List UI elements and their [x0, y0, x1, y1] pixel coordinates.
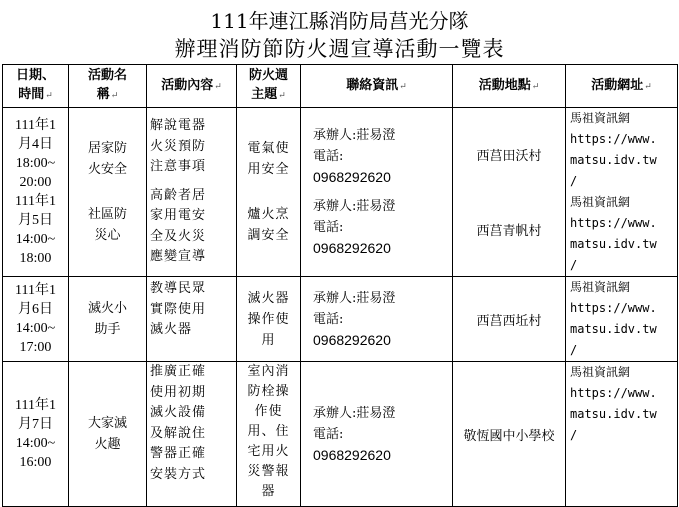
activity-cell: 大家滅 火趣 [69, 362, 147, 507]
date-cell: 111年1 月6日 14:00~ 17:00 [3, 277, 69, 362]
document-title-line1: 111年連江縣消防局莒光分隊 [210, 9, 469, 33]
header-date: 日期、 時間↵ [3, 65, 69, 108]
location-cell: 西莒西坵村 [453, 277, 566, 362]
header-location: 活動地點↵ [453, 65, 566, 108]
website-cell: 馬祖資訊網 https://www. matsu.idv.tw / 馬祖資訊網 https://www. matsu.idv.tw / [566, 108, 678, 277]
header-contact: 聯絡資訊↵ [301, 65, 453, 108]
location-cell: 西莒田沃村 西莒青帆村 [453, 108, 566, 277]
date-cell: 111年1 月4日 18:00~ 20:00 111年1 月5日 14:00~ 18:00 [3, 108, 69, 277]
content-cell: 教導民眾 實際使用 滅火器 [147, 277, 237, 362]
content-cell: 推廣正確 使用初期 滅火設備 及解說住 警器正確 安裝方式 [147, 362, 237, 507]
topic-cell: 滅火器 操作使 用 [237, 277, 301, 362]
table-row [3, 277, 678, 362]
contact-cell: 承辦人:莊易澄 電話: 0968292620 [301, 277, 453, 362]
header-content: 活動內容↵ [147, 65, 237, 108]
table-row [3, 108, 678, 277]
header-topic: 防火週 主題↵ [237, 65, 301, 108]
activity-cell: 滅火小 助手 [69, 277, 147, 362]
table-header-row [3, 65, 678, 108]
contact-cell: 承辦人:莊易澄 電話: 0968292620 [301, 362, 453, 507]
activity-cell: 居家防 火安全 社區防 災心 [69, 108, 147, 277]
document-title-line2: 辦理消防節防火週宣導活動一覽表 [174, 37, 505, 61]
header-website: 活動網址↵ [566, 65, 678, 108]
topic-cell: 電氣使 用安全 爐火烹 調安全 [237, 108, 301, 277]
table-row [3, 362, 678, 507]
topic-cell: 室內消 防栓操 作使 用、住 宅用火 災警報 器 [237, 362, 301, 507]
location-cell: 敬恆國中小學校 [453, 362, 566, 507]
header-activity: 活動名 稱↵ [69, 65, 147, 108]
website-cell: 馬祖資訊網 https://www. matsu.idv.tw / [566, 362, 678, 507]
contact-cell: 承辦人:莊易澄 電話: 0968292620 承辦人:莊易澄 電話: 0968292620 [301, 108, 453, 277]
website-cell: 馬祖資訊網 https://www. matsu.idv.tw / [566, 277, 678, 362]
content-cell: 解說電器 火災預防 注意事項 高齡者居 家用電安 全及火災 應變宣導 [147, 108, 237, 277]
date-cell: 111年1 月7日 14:00~ 16:00 [3, 362, 69, 507]
activity-table [2, 64, 678, 507]
